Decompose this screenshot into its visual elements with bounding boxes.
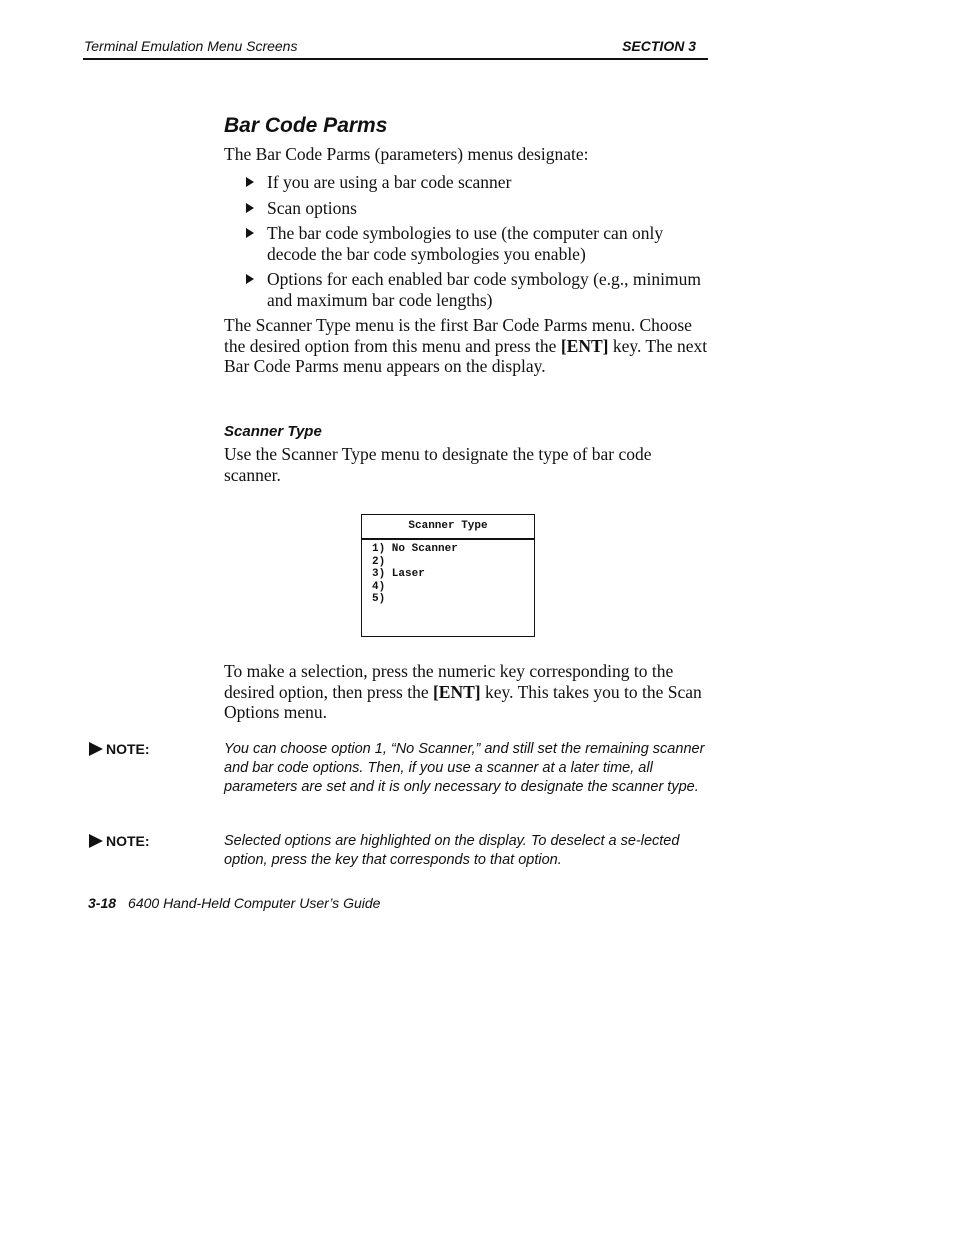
selection-paragraph: To make a selection, press the numeric key corresponding to the desired option, then press the [ENT] key. This takes you to the Scan Options menu. [224,661,702,722]
note-label: NOTE: [106,741,150,757]
header-rule [83,58,708,60]
section-title: Bar Code Parms [224,114,388,137]
note-text: Selected options are highlighted on the display. To deselect a se-lected option, press the key that corresponds to that option. [224,833,680,868]
subsection-title: Scanner Type [224,423,322,440]
scanner-type-intro-paragraph: The Scanner Type menu is the first Bar Code Parms menu. Choose the desired option from this menu and press the [ENT] key. The next Bar Code Parms menu appears on the display. [224,315,708,376]
section-intro: The Bar Code Parms (parameters) menus designate: [224,144,589,164]
list-item: Scan options [246,198,716,219]
designate-list [246,172,716,315]
note-arrow-icon [89,834,103,848]
list-item: The bar code symbologies to use (the computer can only decode the bar code symbologies you enable) [246,223,716,264]
ent-key: [ENT] [432,681,481,702]
page-footer [88,895,380,911]
list-item: If you are using a bar code scanner [246,172,716,193]
screen-title: Scanner Type [362,515,534,540]
screen-option: 1) No Scanner [372,543,458,555]
running-header-section: SECTION 3 [622,38,696,54]
ent-key: [ENT] [560,335,609,356]
screen-option-list [372,543,534,606]
screen-option: 5) [372,593,386,605]
bullet-triangle-icon [246,274,254,284]
page-number: 3-18 [88,895,117,911]
running-header-title: Terminal Emulation Menu Screens [84,38,298,54]
bullet-triangle-icon [246,177,254,187]
footer-title: 6400 Hand-Held Computer User’s Guide [128,895,381,911]
note-arrow-icon [89,742,103,756]
screen-option: 3) Laser [372,568,425,580]
note-label: NOTE: [106,833,150,849]
bullet-triangle-icon [246,203,254,213]
scanner-type-screen [361,514,535,637]
screen-option: 2) [372,555,386,568]
screen-option: 4) [372,580,386,593]
note-text: You can choose option 1, “No Scanner,” and still set the remaining scanner and bar code options. Then, if you use a scanner at a later time, all parameters are set and it is only necessary to designate the scanner type. [224,741,705,795]
list-item: Options for each enabled bar code symbology (e.g., minimum and maximum bar code lengths) [246,269,716,310]
bullet-triangle-icon [246,228,254,238]
subsection-paragraph: Use the Scanner Type menu to designate the type of bar code scanner. [224,444,652,485]
